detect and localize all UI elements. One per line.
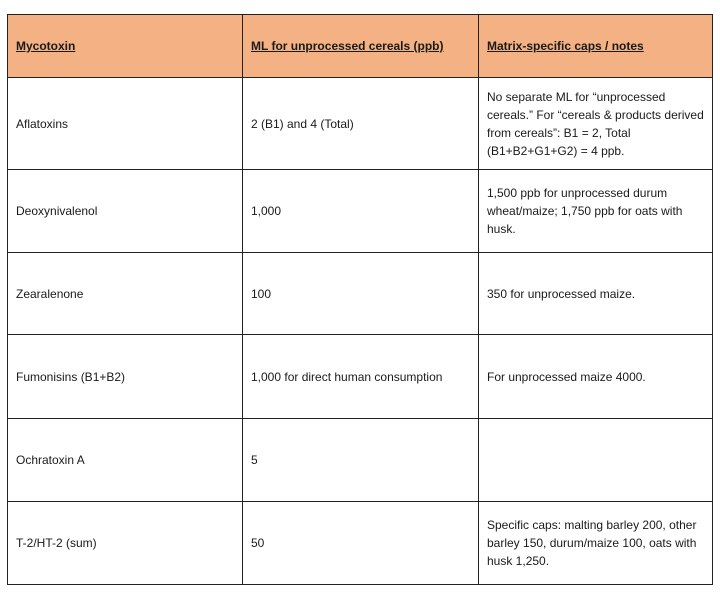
table-row [8, 502, 713, 585]
cell-mycotoxin: Aflatoxins [8, 78, 243, 170]
cell-ml: 5 [243, 419, 479, 502]
header-notes: Matrix-specific caps / notes [479, 15, 713, 78]
table-row [8, 78, 713, 170]
cell-mycotoxin: Zearalenone [8, 253, 243, 335]
cell-mycotoxin: T-2/HT-2 (sum) [8, 502, 243, 585]
cell-ml: 50 [243, 502, 479, 585]
cell-notes: No separate ML for “unprocessed cereals.” For “cereals & products derived from cereals”: B1 = 2, Total (B1+B2+G1+G2) = 4 ppb. [479, 78, 713, 170]
cell-notes [479, 419, 713, 502]
cell-ml: 1,000 for direct human consumption [243, 335, 479, 419]
cell-mycotoxin: Fumonisins (B1+B2) [8, 335, 243, 419]
table-header-row [8, 15, 713, 78]
table-row [8, 335, 713, 419]
table-row [8, 253, 713, 335]
cell-ml: 100 [243, 253, 479, 335]
cell-notes: For unprocessed maize 4000. [479, 335, 713, 419]
cell-notes: Specific caps: malting barley 200, other barley 150, durum/maize 100, oats with husk 1,250. [479, 502, 713, 585]
cell-notes: 350 for unprocessed maize. [479, 253, 713, 335]
mycotoxin-limits-table [7, 14, 713, 585]
table-row [8, 170, 713, 253]
cell-mycotoxin: Deoxynivalenol [8, 170, 243, 253]
cell-notes: 1,500 ppb for unprocessed durum wheat/maize; 1,750 ppb for oats with husk. [479, 170, 713, 253]
table-row [8, 419, 713, 502]
cell-mycotoxin: Ochratoxin A [8, 419, 243, 502]
cell-ml: 2 (B1) and 4 (Total) [243, 78, 479, 170]
header-ml: ML for unprocessed cereals (ppb) [243, 15, 479, 78]
cell-ml: 1,000 [243, 170, 479, 253]
header-mycotoxin: Mycotoxin [8, 15, 243, 78]
